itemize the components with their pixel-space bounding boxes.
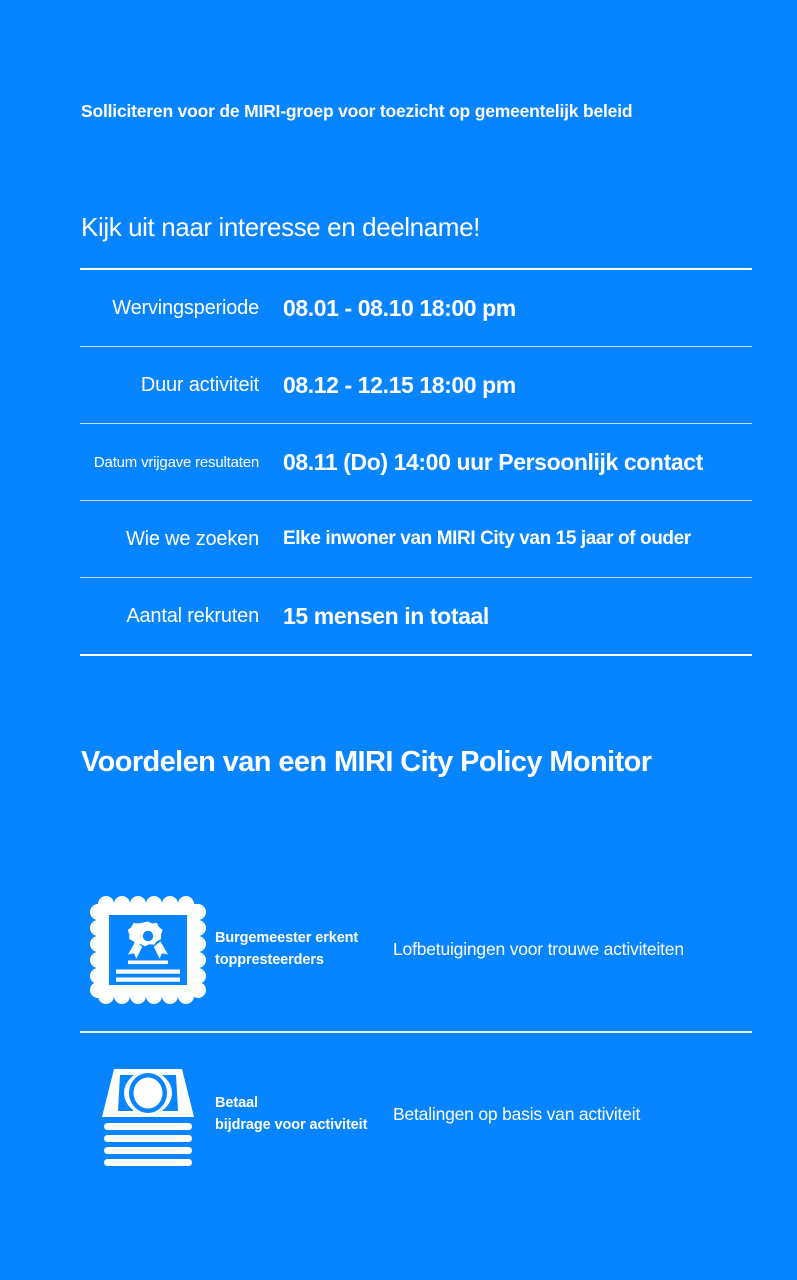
table-row-label: Duur activiteit bbox=[140, 373, 259, 396]
benefit-title bbox=[215, 928, 393, 970]
recruitment-info-table bbox=[80, 268, 752, 656]
table-row-value: 08.12 - 12.15 18:00 pm bbox=[283, 371, 516, 398]
certificate-award-icon bbox=[80, 896, 215, 1004]
list-item bbox=[80, 868, 752, 1031]
benefit-title-line2: toppresteerders bbox=[215, 951, 324, 968]
table-row-label: Datum vrijgave resultaten bbox=[93, 453, 259, 471]
benefit-title-line1: Betaal bbox=[215, 1095, 258, 1112]
table-row-value: 15 mensen in totaal bbox=[283, 602, 489, 629]
table-row bbox=[80, 501, 752, 577]
banknote-stack-icon bbox=[80, 1061, 215, 1169]
table-row-value: Elke inwoner van MIRI City van 15 jaar of ouder bbox=[283, 528, 691, 549]
table-row-label: Wervingsperiode bbox=[112, 296, 259, 319]
benefit-title-line2: bijdrage voor activiteit bbox=[215, 1116, 368, 1133]
table-row bbox=[80, 270, 752, 346]
table-row-label: Wie we zoeken bbox=[125, 527, 259, 550]
table-row bbox=[80, 424, 752, 500]
table-row bbox=[80, 578, 752, 654]
table-row-value: 08.11 (Do) 14:00 uur Persoonlijk contact bbox=[283, 448, 703, 475]
page-subtitle: Kijk uit naar interesse en deelname! bbox=[81, 212, 480, 242]
page-title: Solliciteren voor de MIRI-groep voor toezicht op gemeentelijk beleid bbox=[81, 101, 633, 121]
benefit-title-line1: Burgemeester erkent bbox=[215, 930, 359, 947]
benefit-title bbox=[215, 1093, 393, 1135]
table-row-label: Aantal rekruten bbox=[126, 604, 259, 627]
table-row bbox=[80, 347, 752, 423]
benefits-heading: Voordelen van een MIRI City Policy Monitor bbox=[81, 746, 652, 778]
list-item bbox=[80, 1033, 752, 1196]
table-bottom-rule bbox=[80, 654, 752, 656]
benefit-description: Betalingen op basis van activiteit bbox=[393, 1104, 641, 1124]
table-row-value: 08.01 - 08.10 18:00 pm bbox=[283, 294, 516, 321]
benefits-list bbox=[80, 868, 752, 1196]
benefit-description: Lofbetuigingen voor trouwe activiteiten bbox=[393, 939, 684, 959]
